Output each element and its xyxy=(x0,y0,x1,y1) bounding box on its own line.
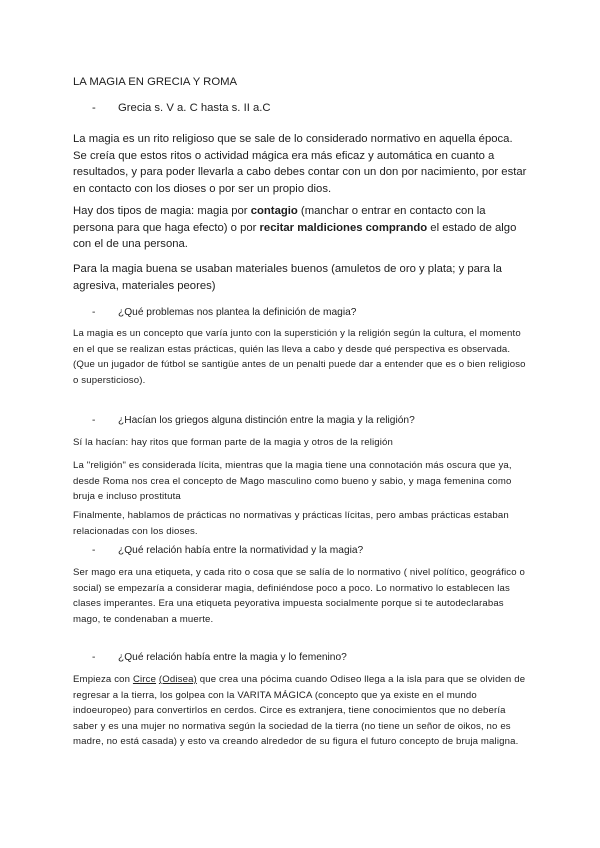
answer-4-text: Empieza con xyxy=(73,674,133,685)
types-contagio: contagio xyxy=(250,205,298,217)
answer-1: La magia es un concepto que varía junto con la superstición y la religión según la cultura, el momento en el que se realizan estas prácticas, quién las lleva a cabo y desde qué perspectiva es observada. (Que un jugador de fútbol se santigüe antes de un penalti puede dar a entender que es o bien religioso o supersticioso). xyxy=(73,328,526,386)
question-2 xyxy=(92,414,532,428)
bullet-dash: - xyxy=(92,307,96,318)
question-3-text: ¿Qué relación había entre la normatividad y la magia? xyxy=(118,545,364,556)
intro-paragraph: La magia es un rito religioso que se sale de lo considerado normativo en aquella época. Se creía que estos ritos o actividad mágica era más eficaz y automática en cuanto a resultados, y para poder llevarla a cabo debes contar con un don por nacimiento, por estar en contacto con los dioses o por ser un propio dios. xyxy=(73,133,527,195)
types-maldiciones: recitar maldiciones comprando xyxy=(259,221,428,234)
period-bullet xyxy=(92,100,271,116)
question-1-text: ¿Qué problemas nos plantea la definición de magia? xyxy=(118,307,357,318)
bullet-dash: - xyxy=(92,545,96,556)
bullet-dash: - xyxy=(92,415,96,426)
question-2-text: ¿Hacían los griegos alguna distinción entre la magia y la religión? xyxy=(118,415,415,426)
period-text: Grecia s. V a. C hasta s. II a.C xyxy=(118,102,271,114)
circe-link: Circe xyxy=(132,674,157,685)
types-text: el estado de algo con el de una persona. xyxy=(73,221,517,250)
answer-2c: Finalmente, hablamos de prácticas no normativas y prácticas lícitas, pero ambas prácticas estaban relacionadas con los dioses. xyxy=(73,510,509,537)
question-4-text: ¿Qué relación había entre la magia y lo femenino? xyxy=(118,652,347,663)
document-title: LA MAGIA EN GRECIA Y ROMA xyxy=(73,76,238,88)
question-1 xyxy=(92,306,532,320)
answer-2a: Sí la hacían: hay ritos que forman parte de la magia y otros de la religión xyxy=(73,437,394,448)
bullet-dash: - xyxy=(92,102,96,114)
answer-3: Ser mago era una etiqueta, y cada rito o cosa que se salía de lo normativo ( nivel político, geográfico o social) se empezaría a considerar magia, definiéndose poco a poco. Lo normativo lo establecen las clases imperantes. Era una etiqueta peyorativa impuesta socialmente porque si te autodeclarabas mago, te condenaban a muerte. xyxy=(73,567,525,625)
magic-types-paragraph xyxy=(73,203,529,253)
answer-4-text: que crea una pócima cuando Odiseo llega a la isla para que se olviden de regresar a la tierra, los golpea con la VARITA MÁGICA (concepto que ya existe en el mundo indoeuropeo) para convertirlos en cerdos. Circe es extranjera, tiene conocimientos que no debería saber y es una mujer no normativa según la sociedad de la tierra (no tiene un señor de oikos, no es madre, no está casada) y esto va creando alrededor de su figura el futuro concepto de bruja maligna. xyxy=(73,674,526,747)
types-text: (manchar o entrar en contacto con la persona para que haga efecto) o por xyxy=(73,205,486,234)
good-magic-paragraph: Para la magia buena se usaban materiales buenos (amuletos de oro y plata; y para la agresiva, materiales peores) xyxy=(73,263,502,292)
odisea-link: (Odisea) xyxy=(158,674,197,685)
question-4 xyxy=(92,651,532,665)
types-text: Hay dos tipos de magia: magia por xyxy=(73,205,251,217)
question-3 xyxy=(92,544,532,558)
answer-4 xyxy=(73,672,529,750)
answer-2b: La "religión" es considerada lícita, mientras que la magia tiene una connotación más oscura que ya, desde Roma nos crea el concepto de Mago masculino como bueno y sabio, y maga femenina como bruja e incluso prostituta xyxy=(73,460,512,502)
bullet-dash: - xyxy=(92,652,96,663)
